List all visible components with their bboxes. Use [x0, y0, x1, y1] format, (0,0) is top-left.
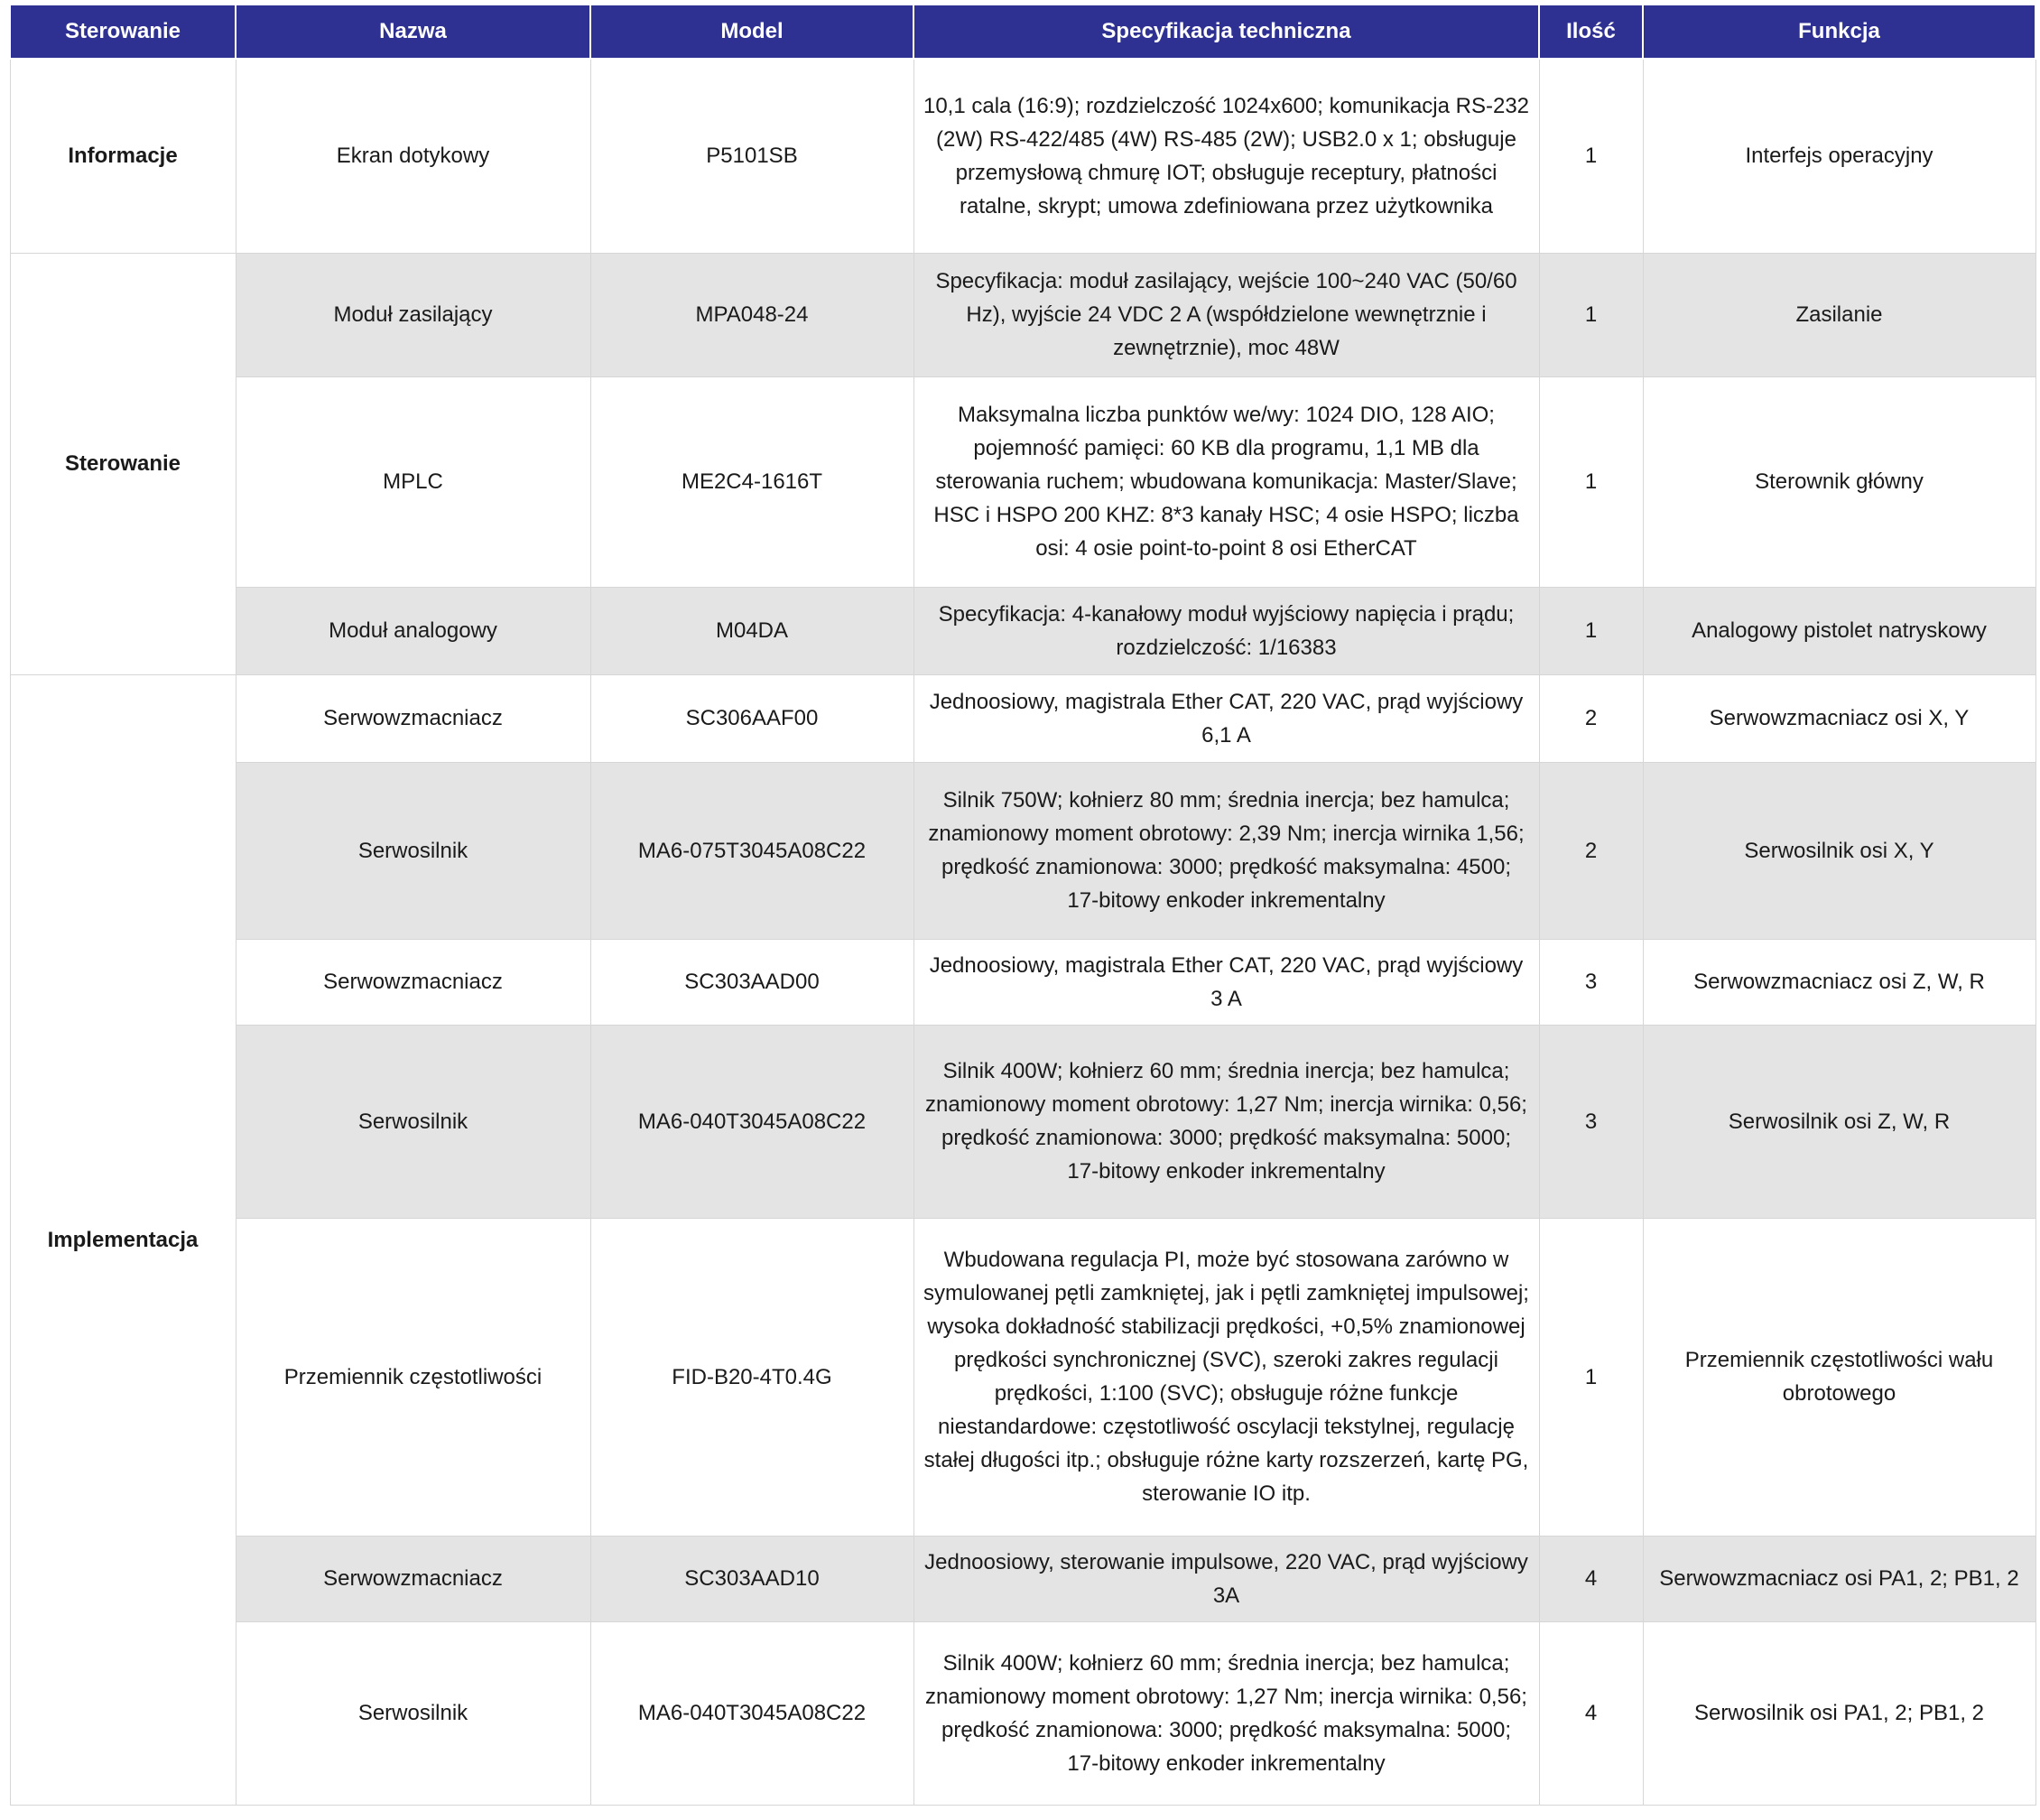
table-row	[10, 1218, 2035, 1536]
cell-qty: 1	[1539, 1218, 1643, 1536]
cell-spec: Wbudowana regulacja PI, może być stosowana zarówno w symulowanej pętli zamkniętej, jak i pętli zamkniętej impulsowej; wysoka dokładność stabilizacji prędkości, +0,5% znamionowej prędkości synchronicznej (SVC), szeroki zakres regulacji prędkości, 1:100 (SVC); obsługuje różne funkcje niestandardowe: częstotliwość oscylacji tekstylnej, regulację stałej długości itp.; obsługuje różne karty rozszerzeń, kartę PG, sterowanie IO itp.	[913, 1218, 1539, 1536]
cell-model: P5101SB	[590, 59, 913, 253]
cell-model: MA6-040T3045A08C22	[590, 1621, 913, 1805]
header-row	[10, 5, 2035, 59]
cell-model: ME2C4-1616T	[590, 376, 913, 587]
cell-function: Serwowzmacniacz osi X, Y	[1643, 674, 2035, 762]
cell-model: MA6-040T3045A08C22	[590, 1025, 913, 1218]
table-header	[10, 5, 2035, 59]
header-model: Model	[590, 5, 913, 59]
cell-qty: 4	[1539, 1536, 1643, 1621]
cell-function: Interfejs operacyjny	[1643, 59, 2035, 253]
cell-spec: Silnik 750W; kołnierz 80 mm; średnia inercja; bez hamulca; znamionowy moment obrotowy: 2,39 Nm; inercja wirnika 1,56; prędkość znamionowa: 3000; prędkość maksymalna: 4500; 17-bitowy enkoder inkrementalny	[913, 762, 1539, 939]
cell-name: Serwosilnik	[236, 762, 590, 939]
cell-spec: Silnik 400W; kołnierz 60 mm; średnia inercja; bez hamulca; znamionowy moment obrotowy: 1,27 Nm; inercja wirnika: 0,56; prędkość znamionowa: 3000; prędkość maksymalna: 5000; 17-bitowy enkoder inkrementalny	[913, 1025, 1539, 1218]
cell-model: SC306AAF00	[590, 674, 913, 762]
component-table	[9, 4, 2036, 1806]
cell-spec: 10,1 cala (16:9); rozdzielczość 1024x600; komunikacja RS-232 (2W) RS-422/485 (4W) RS-485 (2W); USB2.0 x 1; obsługuje przemysłową chmurę IOT; obsługuje receptury, płatności ratalne, skrypt; umowa zdefiniowana przez użytkownika	[913, 59, 1539, 253]
cell-qty: 1	[1539, 587, 1643, 674]
cell-qty: 1	[1539, 253, 1643, 376]
cell-spec: Maksymalna liczba punktów we/wy: 1024 DIO, 128 AIO; pojemność pamięci: 60 KB dla programu, 1,1 MB dla sterowania ruchem; wbudowana komunikacja: Master/Slave; HSC i HSPO 200 KHZ: 8*3 kanały HSC; 4 osie HSPO; liczba osi: 4 osie point-to-point 8 osi EtherCAT	[913, 376, 1539, 587]
cell-qty: 1	[1539, 376, 1643, 587]
header-ilosc: Ilość	[1539, 5, 1643, 59]
table-body	[10, 59, 2035, 1805]
cell-name: MPLC	[236, 376, 590, 587]
cell-spec: Specyfikacja: moduł zasilający, wejście 100~240 VAC (50/60 Hz), wyjście 24 VDC 2 A (współdzielone wewnętrznie i zewnętrznie), moc 48W	[913, 253, 1539, 376]
cell-name: Moduł zasilający	[236, 253, 590, 376]
cell-qty: 2	[1539, 674, 1643, 762]
cell-name: Serwosilnik	[236, 1621, 590, 1805]
category-implementacja: Implementacja	[10, 674, 236, 1805]
cell-function: Serwosilnik osi Z, W, R	[1643, 1025, 2035, 1218]
cell-spec: Specyfikacja: 4-kanałowy moduł wyjściowy napięcia i prądu; rozdzielczość: 1/16383	[913, 587, 1539, 674]
cell-qty: 3	[1539, 939, 1643, 1025]
cell-model: M04DA	[590, 587, 913, 674]
cell-model: MA6-075T3045A08C22	[590, 762, 913, 939]
cell-name: Serwosilnik	[236, 1025, 590, 1218]
table-row	[10, 1621, 2035, 1805]
cell-function: Serwowzmacniacz osi PA1, 2; PB1, 2	[1643, 1536, 2035, 1621]
table-row	[10, 762, 2035, 939]
cell-function: Przemiennik częstotliwości wału obrotowego	[1643, 1218, 2035, 1536]
cell-function: Serwosilnik osi PA1, 2; PB1, 2	[1643, 1621, 2035, 1805]
table-row	[10, 674, 2035, 762]
component-table-container	[9, 4, 2035, 1806]
cell-spec: Jednoosiowy, magistrala Ether CAT, 220 VAC, prąd wyjściowy 6,1 A	[913, 674, 1539, 762]
header-sterowanie: Sterowanie	[10, 5, 236, 59]
table-row	[10, 59, 2035, 253]
table-row	[10, 1536, 2035, 1621]
cell-spec: Silnik 400W; kołnierz 60 mm; średnia inercja; bez hamulca; znamionowy moment obrotowy: 1,27 Nm; inercja wirnika: 0,56; prędkość znamionowa: 3000; prędkość maksymalna: 5000; 17-bitowy enkoder inkrementalny	[913, 1621, 1539, 1805]
cell-model: SC303AAD10	[590, 1536, 913, 1621]
category-informacje: Informacje	[10, 59, 236, 253]
cell-spec: Jednoosiowy, sterowanie impulsowe, 220 VAC, prąd wyjściowy 3A	[913, 1536, 1539, 1621]
cell-qty: 3	[1539, 1025, 1643, 1218]
header-nazwa: Nazwa	[236, 5, 590, 59]
cell-model: FID-B20-4T0.4G	[590, 1218, 913, 1536]
cell-name: Ekran dotykowy	[236, 59, 590, 253]
header-funkcja: Funkcja	[1643, 5, 2035, 59]
header-specyfikacja: Specyfikacja techniczna	[913, 5, 1539, 59]
cell-qty: 4	[1539, 1621, 1643, 1805]
table-row	[10, 376, 2035, 587]
cell-function: Zasilanie	[1643, 253, 2035, 376]
cell-function: Sterownik główny	[1643, 376, 2035, 587]
cell-function: Analogowy pistolet natryskowy	[1643, 587, 2035, 674]
table-row	[10, 1025, 2035, 1218]
category-sterowanie: Sterowanie	[10, 253, 236, 674]
cell-name: Przemiennik częstotliwości	[236, 1218, 590, 1536]
cell-model: MPA048-24	[590, 253, 913, 376]
cell-name: Serwowzmacniacz	[236, 939, 590, 1025]
cell-name: Serwowzmacniacz	[236, 1536, 590, 1621]
table-row	[10, 253, 2035, 376]
cell-name: Moduł analogowy	[236, 587, 590, 674]
cell-spec: Jednoosiowy, magistrala Ether CAT, 220 VAC, prąd wyjściowy 3 A	[913, 939, 1539, 1025]
table-row	[10, 587, 2035, 674]
cell-function: Serwosilnik osi X, Y	[1643, 762, 2035, 939]
cell-function: Serwowzmacniacz osi Z, W, R	[1643, 939, 2035, 1025]
cell-model: SC303AAD00	[590, 939, 913, 1025]
cell-qty: 2	[1539, 762, 1643, 939]
cell-name: Serwowzmacniacz	[236, 674, 590, 762]
table-row	[10, 939, 2035, 1025]
cell-qty: 1	[1539, 59, 1643, 253]
